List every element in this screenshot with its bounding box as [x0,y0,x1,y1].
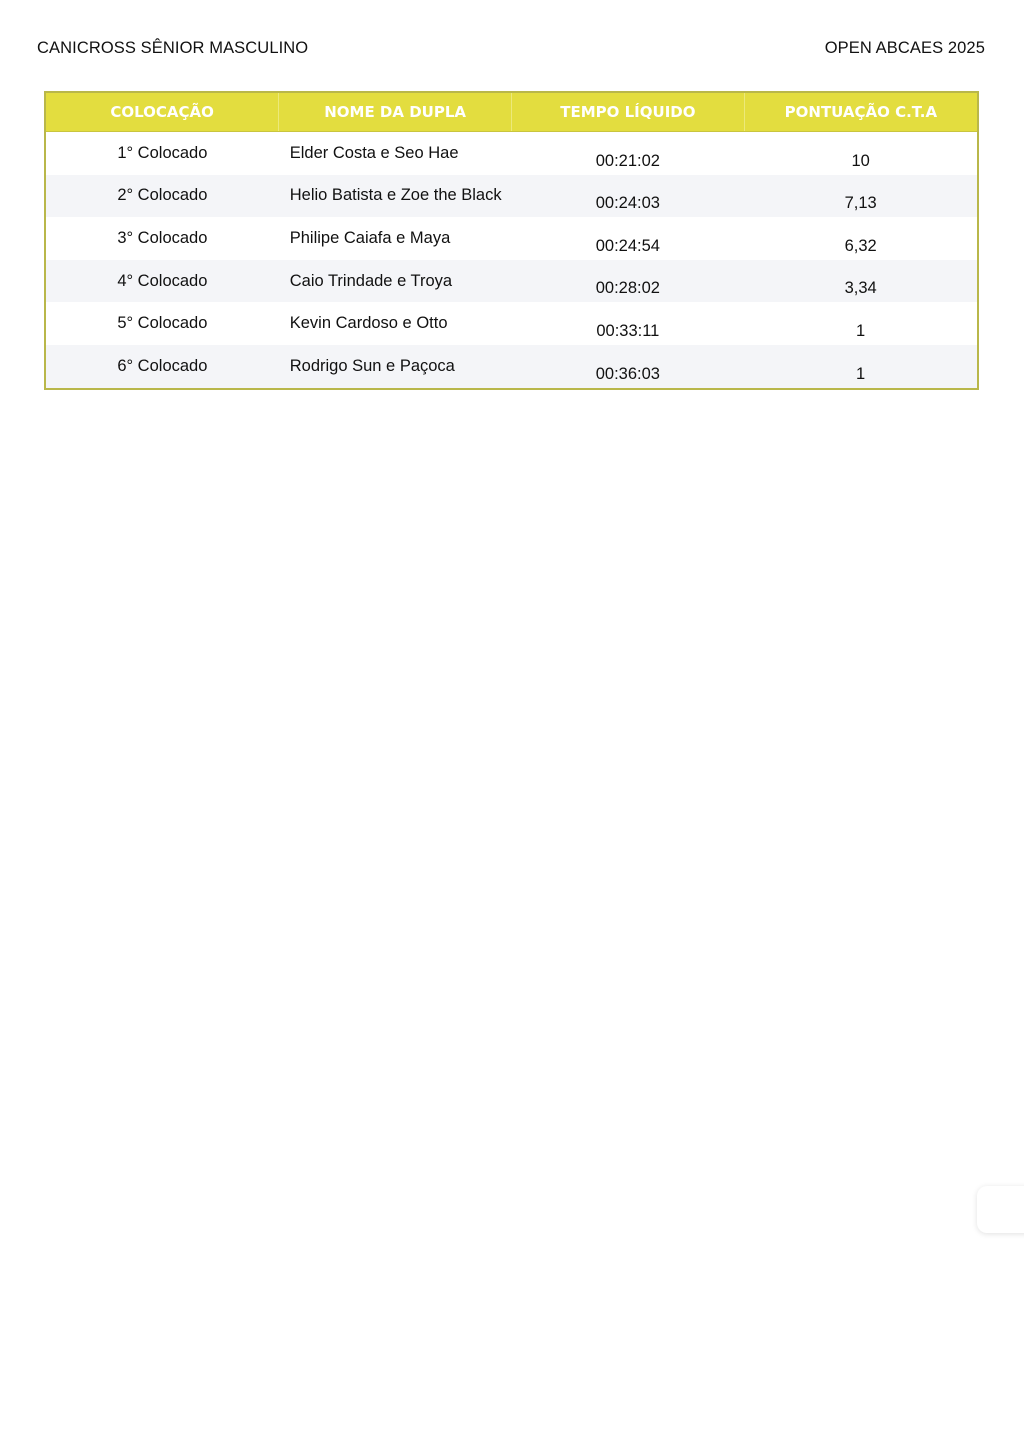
table-row [46,302,977,345]
score-cell: 6,32 [744,217,977,260]
table-header-row [46,93,977,132]
table-row [46,217,977,260]
score-cell: 3,34 [744,260,977,303]
placement-cell: 4° Colocado [46,260,279,303]
table-row [46,260,977,303]
pair-name-cell: Rodrigo Sun e Paçoca [279,345,512,388]
table-row [46,345,977,388]
score-cell: 1 [744,345,977,388]
pair-name-cell: Helio Batista e Zoe the Black [279,175,512,218]
pair-name-cell: Kevin Cardoso e Otto [279,302,512,345]
net-time-cell: 00:36:03 [512,345,745,388]
net-time-cell: 00:21:02 [512,132,745,175]
net-time-cell: 00:33:11 [512,302,745,345]
net-time-cell: 00:24:03 [512,175,745,218]
placement-cell: 5° Colocado [46,302,279,345]
column-header-score: PONTUAÇÃO C.T.A [744,93,977,132]
results-table [46,93,977,388]
table-row [46,175,977,218]
placement-cell: 3° Colocado [46,217,279,260]
pair-name-cell: Caio Trindade e Troya [279,260,512,303]
floating-widget-button[interactable] [977,1186,1024,1233]
results-table-container [44,91,979,390]
column-header-pair-name: NOME DA DUPLA [279,93,512,132]
net-time-cell: 00:24:54 [512,217,745,260]
score-cell: 7,13 [744,175,977,218]
pair-name-cell: Philipe Caiafa e Maya [279,217,512,260]
page-header [37,37,985,59]
score-cell: 1 [744,302,977,345]
placement-cell: 1° Colocado [46,132,279,175]
score-cell: 10 [744,132,977,175]
net-time-cell: 00:28:02 [512,260,745,303]
pair-name-cell: Elder Costa e Seo Hae [279,132,512,175]
placement-cell: 6° Colocado [46,345,279,388]
column-header-placement: COLOCAÇÃO [46,93,279,132]
page-title-right: OPEN ABCAES 2025 [824,38,985,57]
column-header-net-time: TEMPO LÍQUIDO [512,93,745,132]
table-row [46,132,977,175]
page-title-left: CANICROSS SÊNIOR MASCULINO [37,38,309,57]
placement-cell: 2° Colocado [46,175,279,218]
